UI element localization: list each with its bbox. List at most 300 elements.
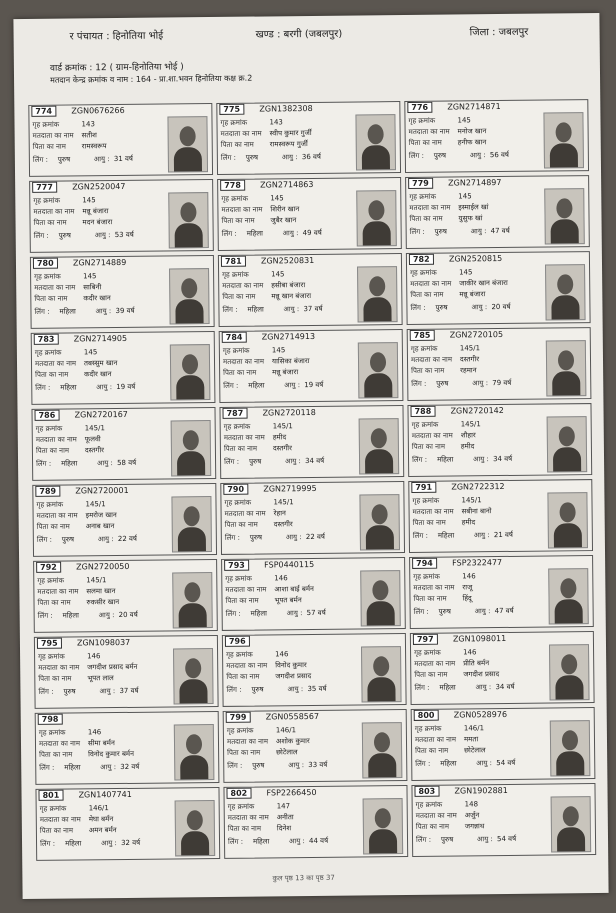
house-value: 145/1 [85,500,106,509]
age-value: 49 वर्ष [302,228,322,238]
gender-label: लिंग : [224,457,240,466]
voter-name: साबिनी [83,283,102,292]
photo-body [174,147,202,172]
serial-number: 782 [409,254,434,265]
epic-number: ZGN2714905 [73,333,128,344]
name-label: मतदाता का नाम [408,127,450,136]
serial-number: 794 [412,558,437,569]
relation-name: मन्नू बंजारा [272,368,299,377]
photo-head [373,656,389,676]
voter-name: सलमा खान [86,587,116,596]
serial-number: 796 [225,636,250,647]
voter-photo [171,420,212,476]
age-value: 21 वर्ष [493,530,513,540]
gender-label: लिंग : [227,837,244,846]
epic-number: ZGN1407741 [78,789,132,800]
photo-body [365,449,393,474]
relation-label: पिता का नाम [35,446,70,455]
age-label: आयु : [93,155,110,164]
age-label: आयु : [100,763,117,772]
photo-head [372,504,388,524]
name-label: मतदाता का नाम [225,585,267,594]
gender-label: लिंग : [36,459,52,468]
house-value: 148 [464,800,479,809]
gender-label: लिंग : [220,153,237,162]
house-value: 145/1 [460,420,481,429]
photo-body [179,679,207,704]
relation-label: पिता का नाम [226,672,260,681]
photo-head [186,734,202,754]
gender-value: पुरुष [440,835,454,844]
epic-number: ZGN2720050 [76,561,130,572]
age-label: आयु : [286,609,303,618]
voter-photo [358,342,399,398]
name-label: मतदाता का नाम [414,735,457,744]
house-value: 145/1 [86,576,107,585]
photo-body [367,601,395,626]
photo-body [366,525,394,550]
name-label: मतदाता का नाम [227,813,269,822]
relation-label: पिता का नाम [39,826,74,835]
name-label: मतदाता का नाम [410,355,453,364]
epic-number: ZGN2720167 [74,409,128,420]
gender-value: पुरुष [245,153,259,162]
house-label: गृह क्रमांक [39,804,67,813]
photo-body [181,831,209,856]
serial-number: 801 [38,790,63,801]
name-label: मतदाता का नाम [224,509,266,518]
gender-value: पुरुष [249,533,263,542]
name-label: मतदाता का नाम [220,129,262,138]
relation-label: पिता का नाम [408,138,442,147]
relation-name: विनोद कुमार बर्मन [88,749,135,759]
voter-list-page [13,13,608,899]
voter-card [411,783,596,857]
relation-label: पिता का नाम [223,444,258,453]
relation-label: पिता का नाम [33,218,67,227]
house-value: 145/1 [273,498,294,507]
voter-card-grid [28,99,588,848]
name-label: मतदाता का नाम [222,357,265,366]
relation-name: मन्नू खान बंजारा [271,291,312,301]
house-label: गृह क्रमांक [220,118,248,127]
house-label: गृह क्रमांक [226,650,253,659]
serial-number: 788 [410,406,435,417]
house-value: 145 [271,346,286,355]
photo-head [557,274,573,294]
age-value: 22 वर्ष [305,532,325,542]
panchayat-name: र पंचायत : हिनोतिया भोई [69,30,164,43]
voter-card [223,785,408,859]
serial-number: 783 [34,334,59,345]
age-value: 53 वर्ष [114,230,134,240]
house-label: गृह क्रमांक [34,348,62,357]
age-value: 34 वर्ष [495,682,515,692]
name-label: मतदाता का नाम [34,283,76,292]
relation-label: पिता का नाम [221,216,255,225]
age-value: 35 वर्ष [307,684,327,694]
age-label: आयु : [95,307,112,316]
serial-number: 784 [222,332,247,343]
district-name: जिला : जबलपुर [469,26,529,39]
photo-head [181,278,197,298]
age-label: आयु : [476,759,493,768]
epic-number: ZGN0676266 [71,105,125,116]
photo-body [179,603,207,628]
voter-name: शौहार [460,431,476,440]
epic-number: ZGN2714863 [260,179,314,190]
photo-head [183,430,199,450]
age-value: 39 वर्ष [115,306,135,316]
serial-number: 786 [35,410,60,421]
gender-value: महिला [64,763,81,772]
serial-number: 795 [37,638,62,649]
voter-name: यासिका बंजारा [271,357,310,366]
gender-value: पुरुष [436,379,449,388]
epic-number: ZGN2719995 [263,483,317,494]
relation-name: जगदीश प्रसाद [463,670,500,679]
serial-number: 779 [408,178,433,189]
house-value: 146/1 [463,724,485,733]
voter-photo [547,492,588,548]
age-value: 20 वर्ष [491,302,511,312]
voter-card [408,479,593,553]
photo-head [368,124,384,144]
age-label: आयु : [469,151,486,160]
name-label: मतदाता का नाम [413,583,455,592]
photo-head [370,352,386,372]
voter-name: जगदीश प्रसाद बर्मन [87,662,138,672]
page-footer: कुल पृष्ठ 13 का पृष्ठ 37 [272,873,335,883]
relation-label: पिता का नाम [227,824,262,833]
gender-value: महिला [246,229,263,238]
age-value: 31 वर्ष [113,154,133,164]
house-value: 145/1 [272,422,293,431]
name-label: मतदाता का नाम [415,811,457,820]
gender-label: लिंग : [223,381,239,390]
age-label: आयु : [475,683,492,692]
house-label: गृह क्रमांक [36,500,64,509]
voter-card [35,787,220,861]
house-label: गृह क्रमांक [413,572,440,581]
serial-number: 781 [221,256,246,267]
age-value: 19 वर्ष [116,382,136,392]
house-value: 146/1 [88,804,109,813]
photo-head [561,654,577,674]
voter-photo [359,418,400,474]
gender-label: लिंग : [34,307,50,316]
house-label: गृह क्रमांक [34,272,61,281]
serial-number: 797 [413,634,438,645]
age-value: 79 वर्ष [492,378,512,388]
house-value: 143 [269,118,283,127]
name-label: मतदाता का नाम [32,131,74,140]
voter-name: प्रीति बर्मन [463,659,490,668]
name-label: मतदाता का नाम [411,431,453,440]
voter-card [405,175,590,249]
age-label: आयु : [288,761,305,770]
relation-name: भूपत बर्मन [274,596,302,605]
relation-name: हिंदू [462,594,472,603]
relation-label: पिता का नाम [37,598,71,607]
serial-number: 798 [38,714,63,725]
photo-head [562,730,578,750]
voter-card [31,331,216,405]
relation-name: रुकसीर खान [86,598,120,607]
voter-photo [361,646,402,702]
gender-label: लिंग : [412,531,428,540]
gender-value: महिला [440,759,457,768]
age-value: 32 वर्ष [120,762,140,772]
voter-name: अनीता [276,813,294,822]
photo-body [363,297,391,322]
name-label: मतदाता का नाम [35,435,77,444]
voter-photo [167,116,208,172]
serial-number: 787 [222,408,247,419]
epic-number: ZGN2720142 [450,405,504,416]
photo-head [556,122,572,142]
relation-name: रामस्वरूप गुर्जी [269,140,308,149]
voter-photo [170,344,211,400]
epic-number: ZGN1382308 [259,103,313,114]
epic-number: ZGN2714871 [447,101,501,112]
house-value: 145/1 [461,496,482,505]
voter-photo [175,800,216,856]
voter-photo [174,724,215,780]
voter-card [28,103,213,177]
name-label: मतदाता का नाम [36,511,78,520]
voter-card [222,633,407,707]
photo-head [369,276,385,296]
name-label: मतदाता का नाम [222,281,264,290]
relation-name: रहमान [460,366,477,375]
gender-label: लिंग : [40,839,56,848]
house-value: 145 [459,268,473,277]
gender-value: पुरुष [251,685,264,694]
voter-photo [546,340,587,396]
photo-body [363,221,391,246]
age-label: आयु : [96,383,113,392]
age-label: आयु : [471,303,488,312]
house-label: गृह क्रमांक [35,424,63,433]
gender-label: लिंग : [411,379,427,388]
relation-label: पिता का नाम [38,674,72,683]
voter-name: अर्जुन [464,811,480,820]
gender-label: लिंग : [227,761,243,770]
photo-head [374,732,390,752]
gender-value: पुरुष [58,231,71,240]
gender-label: लिंग : [224,533,240,542]
epic-number: ZGN2720001 [75,485,129,496]
serial-number: 803 [414,786,439,797]
photo-head [184,582,200,602]
name-label: मतदाता का नाम [409,203,451,212]
serial-number: 793 [224,560,249,571]
relation-name: भूपत लाल [87,674,114,683]
age-value: 34 वर्ष [493,454,513,464]
voter-name: सतीश [81,131,97,140]
age-value: 32 वर्ष [121,838,141,848]
house-label: गृह क्रमांक [411,420,439,429]
voter-name: मन्नू बंजारा [82,207,109,216]
relation-name: अनाब खान [85,522,115,531]
photo-head [368,200,384,220]
name-label: मतदाता का नाम [33,207,75,216]
voter-photo [169,268,210,324]
voter-card [217,177,402,251]
age-label: आयु : [94,231,111,240]
age-label: आयु : [99,687,116,696]
epic-number: ZGN2520047 [72,181,126,192]
gender-label: लिंग : [226,685,242,694]
gender-label: लिंग : [415,835,432,844]
photo-body [175,299,203,324]
house-value: 145 [458,192,472,201]
gender-label: लिंग : [414,683,430,692]
house-value: 146 [274,574,288,583]
house-label: गृह क्रमांक [410,268,437,277]
voter-name: मनोज खान [457,127,487,136]
voter-photo [360,570,401,626]
age-label: आयु : [97,459,113,468]
house-label: गृह क्रमांक [408,116,436,125]
voter-card [406,251,591,325]
voter-card [34,635,219,709]
photo-body [557,827,585,852]
age-label: आयु : [470,227,487,236]
house-label: गृह क्रमांक [226,726,254,735]
house-value: 145 [271,270,285,279]
photo-body [555,675,583,700]
relation-name: युसुफ खां [458,214,483,223]
photo-head [556,198,572,218]
relation-name: दस्तगीर [273,520,293,529]
house-label: गृह क्रमांक [32,120,60,129]
age-label: आयु : [472,379,489,388]
voter-card [410,631,595,705]
name-label: मतदाता का नाम [410,279,452,288]
photo-body [553,447,581,472]
name-label: मतदाता का नाम [414,659,456,668]
age-value: 33 वर्ष [308,760,328,770]
name-label: मतदाता का नाम [221,205,263,214]
relation-name: कदीर खान [84,370,112,379]
voter-name: विनोद कुमार [275,661,307,670]
photo-body [551,295,579,320]
house-value: 146 [87,728,102,737]
gender-value: पुरुष [435,303,448,312]
voter-card [407,403,592,477]
gender-value: पुरुष [434,227,447,236]
photo-head [563,806,579,826]
age-value: 54 वर्ष [496,834,517,844]
relation-label: पिता का नाम [411,442,446,451]
photo-head [187,810,203,830]
relation-label: पिता का नाम [415,746,449,755]
house-label: गृह क्रमांक [414,724,442,733]
name-label: मतदाता का नाम [223,433,265,442]
block-name: खण्ड : बरगी (जबलपुर) [255,28,343,41]
voter-name: अशोक कुमार [275,737,310,746]
serial-number: 791 [411,482,436,493]
serial-number: 800 [414,710,439,721]
relation-label: पिता का नाम [223,368,257,377]
gender-label: लिंग : [413,607,429,616]
photo-body [369,829,397,854]
gender-label: लिंग : [38,687,54,696]
photo-head [371,428,387,448]
name-label: मतदाता का नाम [38,663,80,672]
relation-name: अमन बर्मन [88,826,117,835]
serial-number: 776 [407,102,432,113]
gender-label: लिंग : [225,609,241,618]
epic-number: FSP2266450 [266,787,317,798]
voter-name: दस्तगीर [459,355,480,364]
photo-head [180,126,196,146]
name-label: मतदाता का नाम [37,587,79,596]
voter-card [411,707,596,781]
age-label: आयु : [287,685,304,694]
gender-value: महिला [439,683,456,692]
relation-label: पिता का नाम [34,294,68,303]
photo-body [176,375,204,400]
gender-value: महिला [252,837,270,846]
serial-number: 799 [226,712,251,723]
voter-card [223,709,408,783]
name-label: मतदाता का नाम [226,661,268,670]
voter-photo [355,114,396,170]
gender-value: पुरुष [252,761,265,770]
voter-card [221,557,406,631]
relation-name: रामस्वरूप [81,142,107,151]
photo-head [184,506,200,526]
age-label: आयु : [476,835,493,844]
relation-label: पिता का नाम [36,522,70,531]
gender-value: महिला [437,455,454,464]
house-value: 146 [87,652,101,661]
age-value: 56 वर्ष [489,150,509,160]
relation-name: हनीफ खान [457,138,487,147]
gender-value: पुरुष [57,155,71,164]
age-value: 58 वर्ष [117,458,137,468]
serial-number: 777 [32,182,57,193]
gender-value: महिला [59,307,76,316]
voter-name: सबीना बानो [461,507,492,516]
photo-body [177,451,205,476]
gender-label: लिंग : [36,535,52,544]
epic-number: ZGN2520815 [448,253,503,264]
voter-card [29,179,214,253]
relation-label: पिता का नाम [414,670,448,679]
age-label: आयु : [473,531,490,540]
name-label: मतदाता का नाम [34,359,77,368]
relation-name: छोटेलाल [464,746,486,755]
epic-number: ZGN2714913 [261,331,316,342]
gender-value: पुरुष [63,687,76,696]
photo-body [550,143,578,168]
age-value: 36 वर्ष [301,152,321,162]
gender-value: महिला [61,459,78,468]
gender-label: लिंग : [39,763,55,772]
relation-label: पिता का नाम [227,748,261,757]
voter-name: हसीबा बंजारा [271,281,306,290]
house-value: 146 [462,572,476,581]
gender-value: पुरुष [438,607,451,616]
voter-card [35,711,220,785]
voter-photo [547,416,588,472]
gender-label: लिंग : [410,303,426,312]
photo-head [372,580,388,600]
